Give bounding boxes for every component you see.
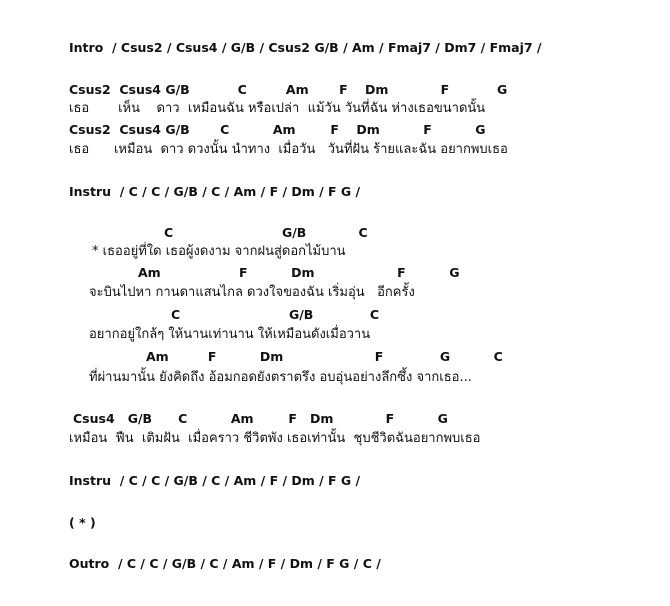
chorus-chords-3: C G/B C [171,307,380,322]
verse2-chords: Csus4 G/B C Am F Dm F G [73,411,448,426]
intro-line: Intro / Csus2 / Csus4 / G/B / Csus2 G/B / Am / Fmaj7 / Dm7 / Fmaj7 / [69,40,542,55]
instru-line-2: Instru / C / C / G/B / C / Am / F / Dm / F G / [69,473,361,488]
chorus-chords-2: Am F Dm F G [138,265,460,280]
chorus-lyric-2: จะบินไปหา กานดาแสนไกล ดวงใจของฉัน เริ่มอุ่น อีกครั้ง [89,285,415,300]
chorus-chords-1: C G/B C [164,225,368,240]
verse1-lyric-1: เธอ เห็น ดาว เหมือนฉัน หรือเปล่า แม้วัน วันที่ฉัน ห่างเธอขนาดนั้น [69,101,486,116]
instru-line-1: Instru / C / C / G/B / C / Am / F / Dm / F G / [69,184,361,199]
repeat-marker: ( * ) [69,515,96,530]
chorus-lyric-1: * เธออยู่ที่ใด เธอผู้งดงาม จากฝนสู่ดอกไม้บาน [92,244,346,259]
verse2-lyric: เหมือน ฟืน เติมฝัน เมื่อคราว ชีวิตพัง เธอเท่านั้น ชุบชีวิตฉันอยากพบเธอ [69,431,481,446]
verse1-lyric-2: เธอ เหมือน ดาว ดวงนั้น นำทาง เมื่อวัน วันที่ฝัน ร้ายและฉัน อยากพบเธอ [69,142,508,157]
verse1-chords-2: Csus2 Csus4 G/B C Am F Dm F G [69,122,486,137]
chorus-lyric-3: อยากอยู่ใกล้ๆ ให้นานเท่านาน ให้เหมือนดังเมื่อวาน [89,327,371,342]
chorus-chords-4: Am F Dm F G C [146,349,503,364]
outro-line: Outro / C / C / G/B / C / Am / F / Dm / F G / C / [69,556,381,571]
verse1-chords-1: Csus2 Csus4 G/B C Am F Dm F G [69,82,508,97]
chorus-lyric-4: ที่ผ่านมานั้น ยังคิดถึง อ้อมกอดยังตราตรึง อบอุ่นอย่างลึกซึ้ง จากเธอ... [89,370,472,385]
